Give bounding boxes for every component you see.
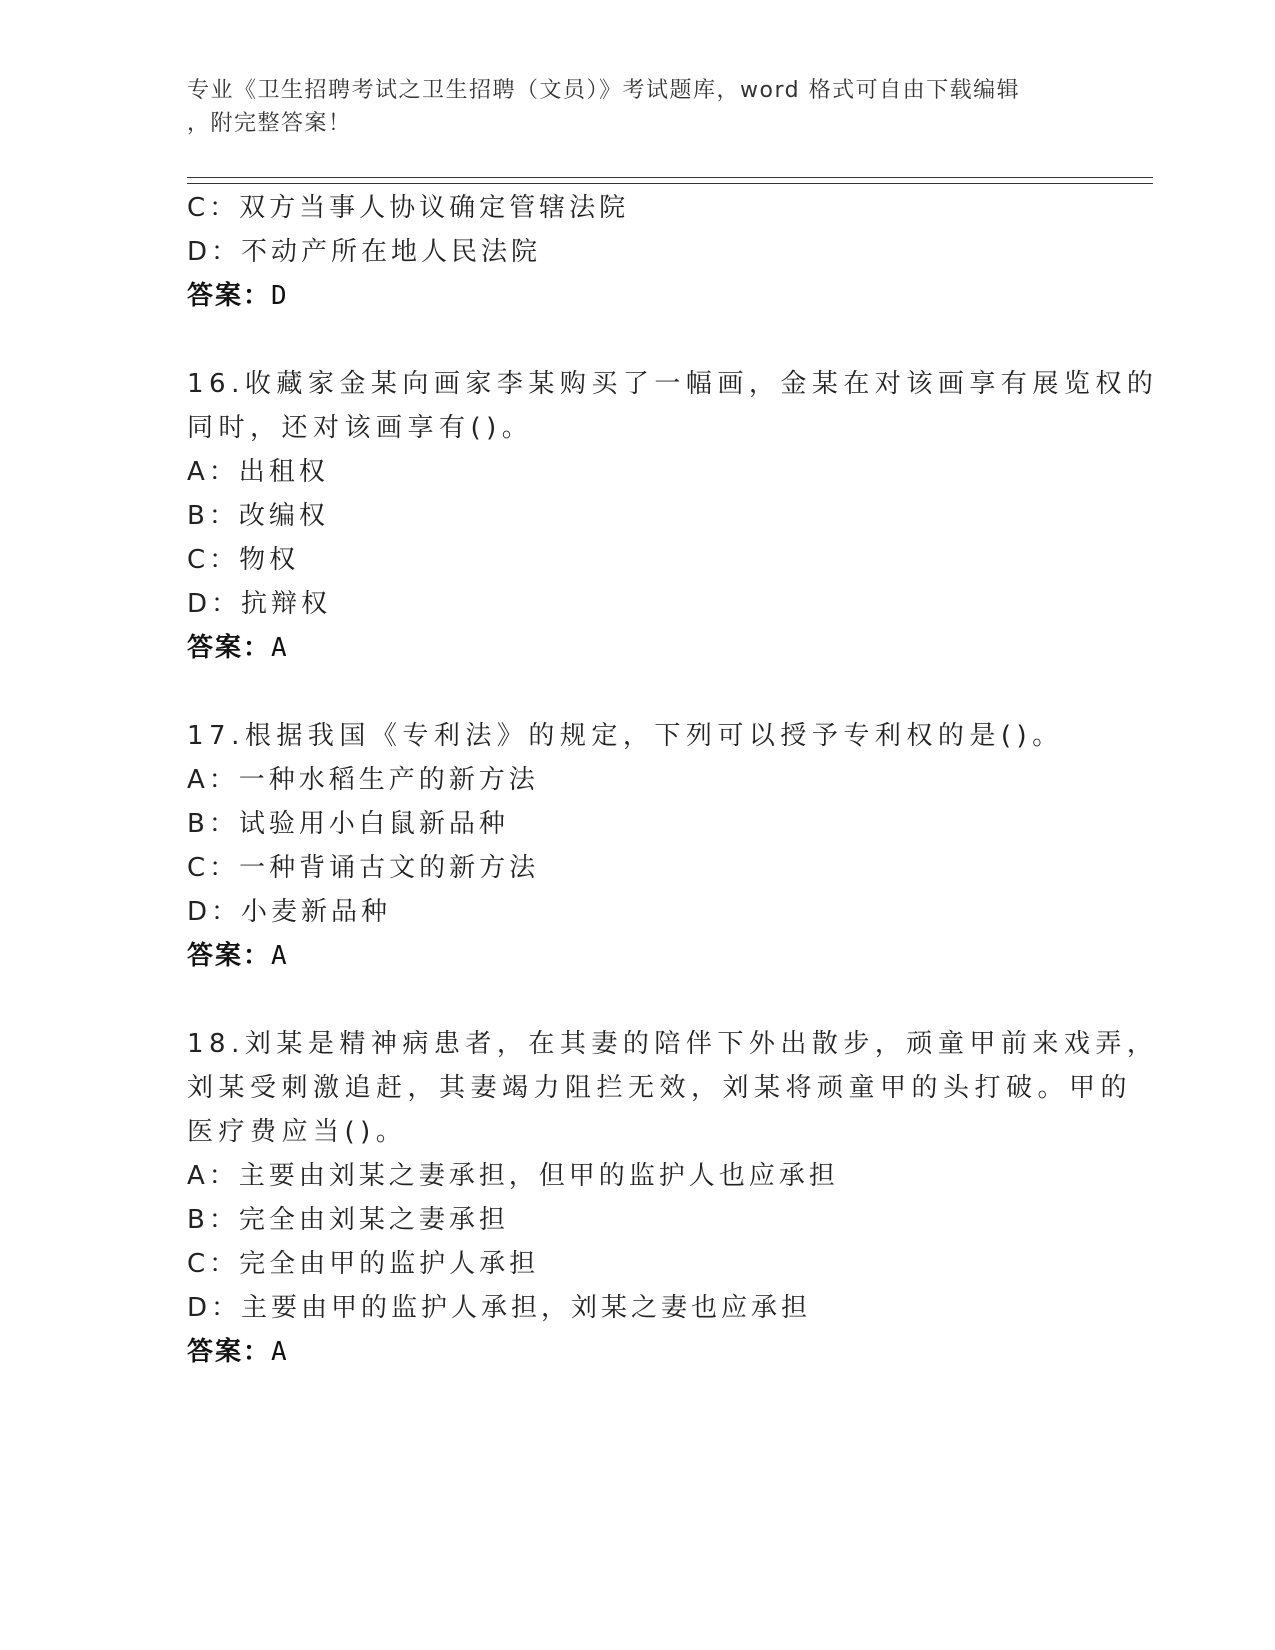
answer-label: 答案： [187, 1337, 272, 1367]
answer-value: D [271, 281, 289, 311]
question-16-option-c: C：物权 [187, 545, 300, 575]
header-title-line-2: ，附完整答案！ [187, 111, 352, 136]
question-16-option-b: B：改编权 [187, 501, 329, 531]
answer-value: A [271, 941, 289, 971]
question-16-option-d: D：抗辩权 [187, 589, 332, 619]
question-18-option-a: A：主要由刘某之妻承担，但甲的监护人也应承担 [187, 1161, 839, 1191]
header-divider-top [187, 177, 1153, 178]
answer-value: A [271, 633, 289, 663]
question-17-option-d: D：小麦新品种 [187, 897, 392, 927]
header-title-line-1: 专业《卫生招聘考试之卫生招聘（文员）》考试题库，word 格式可自由下载编辑 [187, 78, 1021, 103]
answer-line [187, 273, 289, 319]
question-16-stem-line-2: 同时，还对该画享有()。 [187, 413, 534, 443]
question-16-option-a: A：出租权 [187, 457, 329, 487]
question-18-option-b: B：完全由刘某之妻承担 [187, 1205, 509, 1235]
question-17-stem-line-1: 17.根据我国《专利法》的规定，下列可以授予专利权的是()。 [187, 721, 1064, 751]
question-18-stem-line-3: 医疗费应当()。 [187, 1117, 408, 1147]
answer-label: 答案： [187, 633, 272, 663]
document-header [187, 74, 1067, 140]
question-18-answer [187, 1329, 289, 1375]
question-16-answer [187, 625, 289, 671]
question-17-option-b: B：试验用小白鼠新品种 [187, 809, 509, 839]
question-18-stem-line-2: 刘某受刺激追赶，其妻竭力阻拦无效，刘某将顽童甲的头打破。甲的 [187, 1073, 1133, 1103]
option-c: C：双方当事人协议确定管辖法院 [187, 193, 630, 223]
option-d: D：不动产所在地人民法院 [187, 237, 542, 267]
question-17-option-c: C：一种背诵古文的新方法 [187, 853, 540, 883]
question-16-stem-line-1: 16.收藏家金某向画家李某购买了一幅画，金某在对该画享有展览权的 [187, 369, 1159, 399]
question-17-answer [187, 933, 289, 979]
question-18-stem-line-1: 18.刘某是精神病患者，在其妻的陪伴下外出散步，顽童甲前来戏弄， [187, 1029, 1159, 1059]
answer-value: A [271, 1337, 289, 1367]
question-18-option-c: C：完全由甲的监护人承担 [187, 1249, 540, 1279]
question-18-option-d: D：主要由甲的监护人承担，刘某之妻也应承担 [187, 1293, 812, 1323]
answer-label: 答案： [187, 281, 272, 311]
answer-label: 答案： [187, 941, 272, 971]
question-17-option-a: A：一种水稻生产的新方法 [187, 765, 539, 795]
header-divider-bottom [187, 183, 1153, 184]
